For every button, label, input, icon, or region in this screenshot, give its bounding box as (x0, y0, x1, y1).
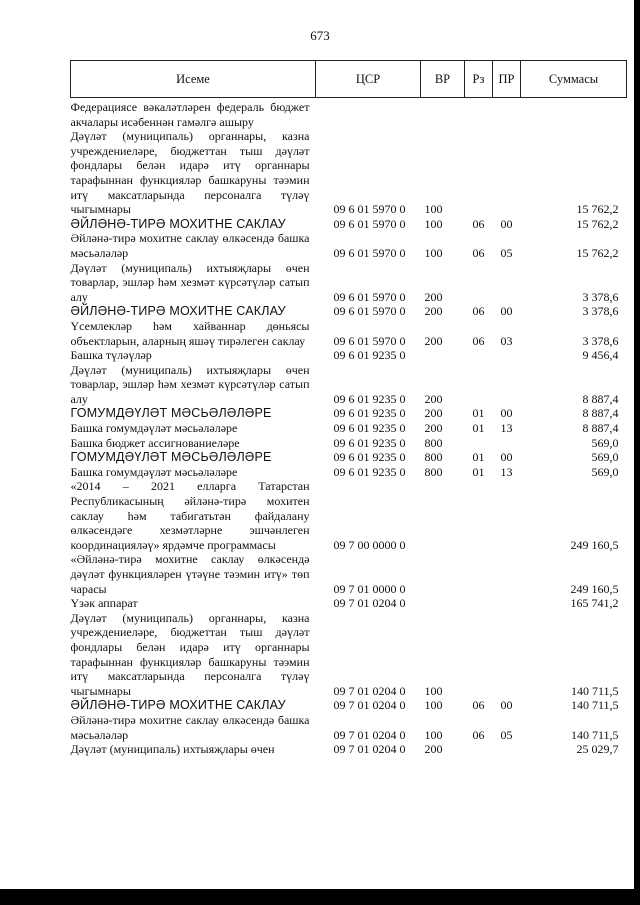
header-vr: ВР (421, 61, 465, 98)
cell-vr: 200 (424, 289, 443, 304)
cell-pr (493, 552, 521, 596)
cell-pr: 00 (500, 406, 513, 421)
cell-rz (465, 98, 493, 130)
cell-rz: 06 (472, 727, 485, 742)
cell-sum: 249 160,5 (570, 537, 619, 552)
table-row (71, 479, 627, 552)
cell-csr: 09 6 01 9235 0 (333, 348, 406, 363)
table-row (71, 436, 627, 451)
cell-name: ӘЙЛӘНӘ-ТИРӘ МОХИТНЕ САКЛАУ (70, 304, 286, 319)
cell-csr: 09 6 01 9235 0 (333, 391, 406, 406)
table-row (71, 421, 627, 436)
table-row (71, 552, 627, 596)
cell-pr: 03 (500, 333, 513, 348)
cell-rz: 01 (472, 421, 485, 436)
cell-pr (493, 98, 521, 130)
header-name: Исеме (71, 61, 316, 98)
cell-pr: 13 (500, 464, 513, 479)
cell-csr: 09 7 01 0204 0 (333, 698, 406, 713)
cell-rz: 01 (472, 406, 485, 421)
cell-name: Әйләнә-тирә мохитне саклау өлкәсендә башка мәсьәләләр (70, 231, 310, 260)
cell-rz: 06 (472, 216, 485, 231)
table-row (71, 698, 627, 713)
cell-csr: 09 6 01 9235 0 (333, 435, 406, 450)
cell-sum: 165 741,2 (570, 596, 619, 611)
cell-vr (421, 479, 465, 552)
header-rz: Рз (465, 61, 493, 98)
cell-csr: 09 7 01 0204 0 (333, 727, 406, 742)
cell-name: Әйләнә-тирә мохитне саклау өлкәсендә башка мәсьәләләр (70, 712, 310, 742)
cell-sum: 3 378,6 (582, 304, 619, 319)
cell-csr: 09 7 01 0204 0 (333, 683, 406, 698)
cell-pr: 00 (500, 304, 513, 319)
cell-pr: 05 (500, 245, 513, 260)
table-row (71, 304, 627, 319)
cell-name: ГОМУМДӘҮЛӘТ МӘСЬӘЛӘЛӘРЕ (70, 406, 272, 421)
cell-sum: 8 887,4 (582, 391, 619, 406)
cell-rz: 06 (472, 698, 485, 713)
cell-pr: 00 (500, 450, 513, 465)
cell-name: Дәүләт (муниципаль) ихтыяҗлары өчен (70, 742, 275, 757)
cell-pr (493, 479, 521, 552)
cell-name: Дәүләт (муниципаль) органнары, казна учреждениеләре, бюджеттан тыш дәүләт фондлары белән идарә итү органнары тарафыннан функцияләр башкаруны тәэмин итү максатларында персоналга түләү чыгымнары (70, 129, 310, 217)
cell-sum: 9 456,4 (582, 348, 619, 363)
cell-vr: 200 (424, 406, 443, 421)
table-row (71, 406, 627, 421)
cell-csr: 09 6 01 9235 0 (333, 421, 406, 436)
cell-csr: 09 6 01 5970 0 (333, 202, 406, 217)
cell-rz (465, 596, 493, 611)
cell-pr: 00 (500, 698, 513, 713)
cell-csr: 09 7 01 0000 0 (333, 581, 406, 596)
cell-vr: 100 (424, 202, 443, 217)
cell-rz (465, 363, 493, 407)
cell-vr: 100 (424, 698, 443, 713)
cell-sum: 8 887,4 (582, 421, 619, 436)
cell-csr: 09 7 01 0204 0 (333, 742, 406, 757)
page-border-bottom (0, 889, 640, 905)
table-row (71, 231, 627, 260)
cell-vr: 200 (424, 304, 443, 319)
cell-rz: 01 (472, 464, 485, 479)
table-row (71, 217, 627, 232)
budget-table (70, 60, 627, 757)
cell-rz (465, 348, 493, 363)
cell-rz (465, 742, 493, 757)
cell-pr (493, 363, 521, 407)
cell-pr: 00 (500, 216, 513, 231)
cell-name: Башка түләүләр (70, 348, 152, 363)
cell-name: Дәүләт (муниципаль) ихтыяҗлары өчен товарлар, эшләр һәм хезмәт күрсәтүләр сатып алу (70, 260, 310, 304)
cell-vr (421, 348, 465, 363)
cell-name: ГОМУМДӘҮЛӘТ МӘСЬӘЛӘЛӘРЕ (70, 450, 272, 465)
header-pr: ПР (493, 61, 521, 98)
cell-sum: 15 762,2 (576, 202, 619, 217)
cell-rz: 06 (472, 245, 485, 260)
cell-pr (493, 596, 521, 611)
cell-sum: 569,0 (591, 435, 619, 450)
cell-pr (493, 436, 521, 451)
cell-vr: 200 (424, 333, 443, 348)
table-row (71, 363, 627, 407)
cell-sum: 140 711,5 (570, 698, 619, 713)
cell-vr: 100 (424, 245, 443, 260)
cell-rz: 06 (472, 333, 485, 348)
cell-vr: 200 (424, 421, 443, 436)
cell-rz (465, 261, 493, 305)
cell-sum: 140 711,5 (570, 683, 619, 698)
cell-sum: 569,0 (591, 464, 619, 479)
cell-name: Башка гомумдәүләт мәсьәләләре (70, 421, 238, 436)
cell-csr: 09 6 01 9235 0 (333, 406, 406, 421)
cell-pr (493, 129, 521, 217)
cell-csr: 09 6 01 9235 0 (333, 464, 406, 479)
cell-vr: 100 (424, 727, 443, 742)
cell-csr: 09 6 01 5970 0 (333, 216, 406, 231)
cell-csr: 09 7 01 0204 0 (333, 596, 406, 611)
table-row (71, 261, 627, 305)
cell-sum: 3 378,6 (582, 333, 619, 348)
table-header (71, 61, 627, 98)
cell-sum: 15 762,2 (576, 216, 619, 231)
table-row (71, 611, 627, 699)
cell-name: Башка гомумдәүләт мәсьәләләре (70, 464, 238, 479)
cell-csr (316, 98, 421, 130)
table-row (71, 742, 627, 757)
cell-name: «Әйләнә-тирә мохитне саклау өлкәсендә дәүләт функцияләрен үтәүне тәэмин итү» төп чарасы (70, 552, 310, 596)
cell-sum: 249 160,5 (570, 581, 619, 596)
cell-pr: 13 (500, 421, 513, 436)
table-row (71, 596, 627, 611)
cell-rz (465, 129, 493, 217)
cell-sum: 569,0 (591, 450, 619, 465)
cell-vr: 200 (424, 391, 443, 406)
cell-vr (421, 552, 465, 596)
cell-pr (493, 611, 521, 699)
cell-vr: 800 (424, 464, 443, 479)
cell-csr: 09 6 01 5970 0 (333, 304, 406, 319)
cell-name: Башка бюджет ассигнованиеләре (70, 435, 240, 450)
table-row (71, 98, 627, 130)
cell-name: Федерациясе вәкаләтләрен федераль бюджет акчалары исәбеннән гамәлгә ашыру (70, 100, 310, 129)
cell-csr: 09 6 01 9235 0 (333, 450, 406, 465)
table-row (71, 348, 627, 363)
cell-rz: 06 (472, 304, 485, 319)
cell-name: ӘЙЛӘНӘ-ТИРӘ МОХИТНЕ САКЛАУ (70, 216, 286, 231)
cell-sum: 140 711,5 (570, 727, 619, 742)
cell-vr: 200 (424, 742, 443, 757)
cell-vr: 800 (424, 450, 443, 465)
page-number: 673 (310, 28, 330, 43)
cell-name: «2014 – 2021 елларга Татарстан Республикасының әйләнә-тирә мохитен саклау һәм табигатьтән файдалану өлкәсендәге хезмәтләрне эшчәнлеген координацияләү» ярдәмче программасы (70, 479, 310, 552)
cell-sum: 3 378,6 (582, 289, 619, 304)
cell-sum: 25 029,7 (576, 742, 619, 757)
cell-name: ӘЙЛӘНӘ-ТИРӘ МОХИТНЕ САКЛАУ (70, 698, 286, 713)
cell-vr: 100 (424, 683, 443, 698)
cell-pr (493, 742, 521, 757)
cell-pr (493, 261, 521, 305)
cell-csr: 09 7 00 0000 0 (333, 537, 406, 552)
cell-vr: 800 (424, 435, 443, 450)
cell-rz (465, 611, 493, 699)
cell-rz: 01 (472, 450, 485, 465)
cell-rz (465, 479, 493, 552)
header-sum: Суммасы (521, 61, 627, 98)
cell-vr (421, 596, 465, 611)
cell-csr: 09 6 01 5970 0 (333, 289, 406, 304)
cell-rz (465, 552, 493, 596)
cell-name: Дәүләт (муниципаль) органнары, казна учреждениеләре, бюджеттан тыш дәүләт фондлары белән идарә итү органнары тарафыннан функцияләр башкаруны тәэмин итү максатларында персоналга түләү чыгымнары (70, 610, 310, 698)
cell-rz (465, 436, 493, 451)
table-row (71, 129, 627, 217)
cell-vr: 100 (424, 216, 443, 231)
cell-csr: 09 6 01 5970 0 (333, 333, 406, 348)
table-row (71, 465, 627, 480)
header-csr: ЦСР (316, 61, 421, 98)
cell-name: Үсемлекләр һәм хайваннар дөньясы объектларын, аларның яшәү тирәлеген саклау (70, 318, 310, 348)
cell-name: Дәүләт (муниципаль) ихтыяҗлары өчен товарлар, эшләр һәм хезмәт күрсәтүләр сатып алу (70, 362, 310, 406)
page-border-right (634, 0, 640, 905)
table-body (71, 98, 627, 757)
cell-vr (421, 98, 465, 130)
cell-sum: 8 887,4 (582, 406, 619, 421)
cell-pr: 05 (500, 727, 513, 742)
cell-sum: 15 762,2 (576, 245, 619, 260)
cell-sum (521, 98, 627, 130)
table-row (71, 450, 627, 465)
cell-name: Үзәк аппарат (70, 596, 138, 611)
cell-pr (493, 348, 521, 363)
table-row (71, 713, 627, 742)
cell-csr: 09 6 01 5970 0 (333, 245, 406, 260)
table-row (71, 319, 627, 348)
